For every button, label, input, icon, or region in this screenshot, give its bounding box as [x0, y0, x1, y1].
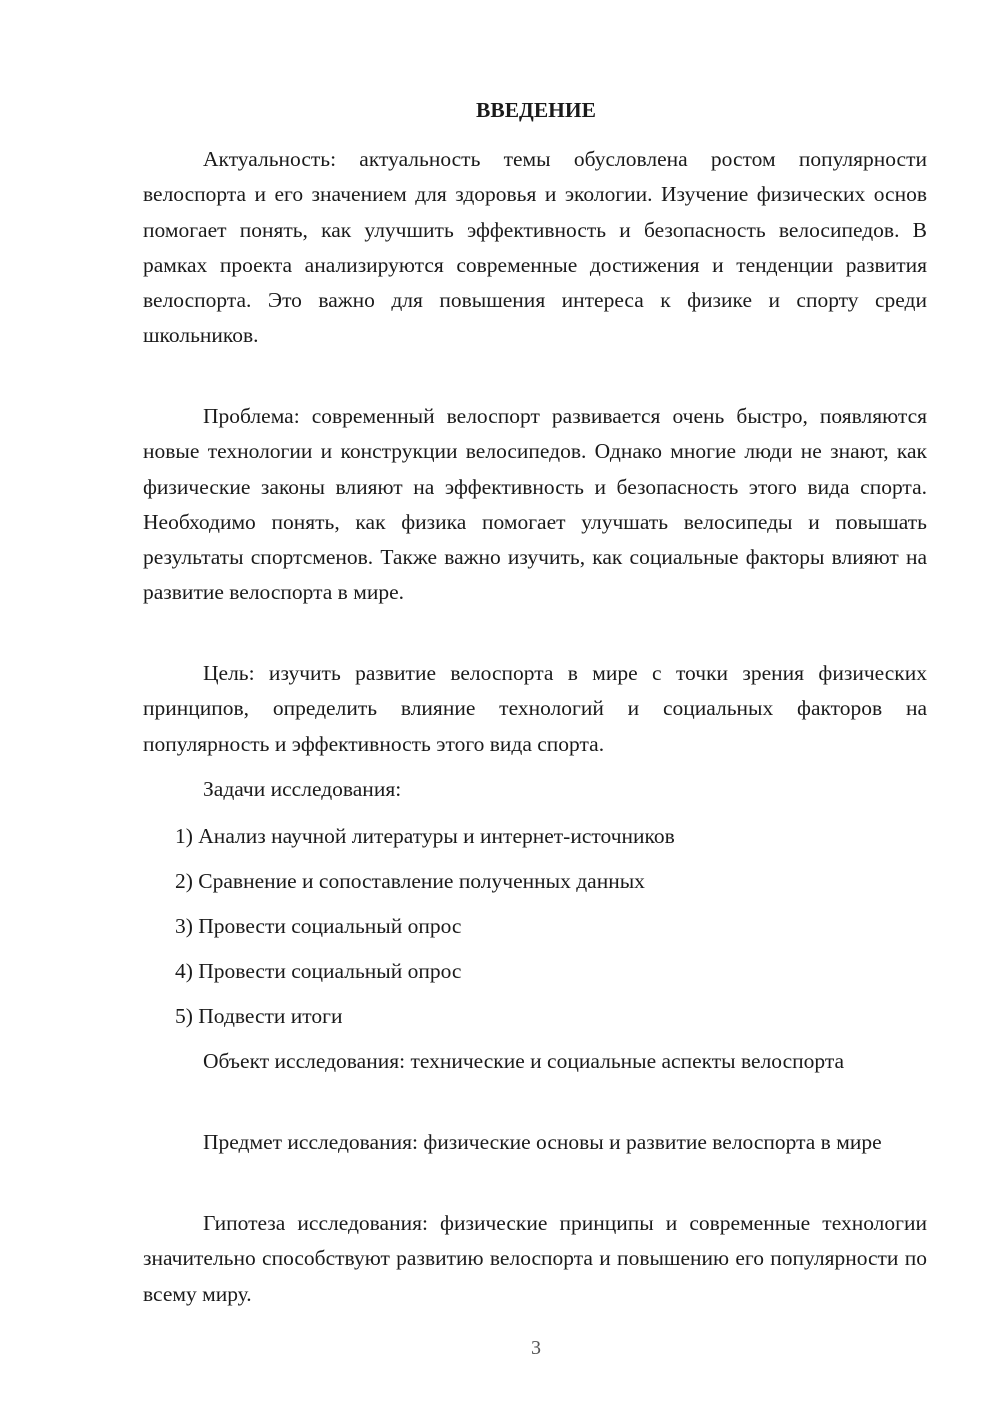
task-item-1: 1) Анализ научной литературы и интернет-источников [175, 824, 675, 848]
task-item-5: 5) Подвести итоги [175, 1004, 343, 1028]
task-item-4: 4) Провести социальный опрос [175, 959, 462, 983]
paragraph-object: Объект исследования: технические и социальные аспекты велоспорта [203, 1049, 845, 1073]
paragraph-goal: Цель: изучить развитие велоспорта в мире с точки зрения физических принципов, определить влияние технологий и социальных факторов на популярность и эффективность этого вида спорта. [143, 661, 927, 756]
task-item-2: 2) Сравнение и сопоставление полученных данных [175, 869, 645, 893]
paragraph-tasks-heading: Задачи исследования: [203, 777, 402, 801]
task-item-3: 3) Провести социальный опрос [175, 914, 462, 938]
paragraph-subject: Предмет исследования: физические основы и развитие велоспорта в мире [203, 1130, 882, 1154]
paragraph-hypothesis: Гипотеза исследования: физические принципы и современные технологии значительно способствуют развитию велоспорта и повышению его популярности по всему миру. [143, 1211, 927, 1306]
paragraph-problem: Проблема: современный велоспорт развивается очень быстро, появляются новые технологии и конструкции велосипедов. Однако многие люди не знают, как физические законы влияют на эффективность и безопасность этого вида спорта. Необходимо понять, как физика помогает улучшать велосипеды и повышать результаты спортсменов. Также важно изучить, как социальные факторы влияют на развитие велоспорта в мире. [143, 404, 927, 605]
paragraph-relevance: Актуальность: актуальность темы обусловлена ростом популярности велоспорта и его значением для здоровья и экологии. Изучение физических основ помогает понять, как улучшить эффективность и безопасность велосипедов. В рамках проекта анализируются современные достижения и тенденции развития велоспорта. Это важно для повышения интереса к физике и спорту среди школьников. [143, 147, 927, 348]
section-heading: ВВЕДЕНИЕ [476, 98, 596, 122]
page-number: 3 [531, 1337, 541, 1359]
